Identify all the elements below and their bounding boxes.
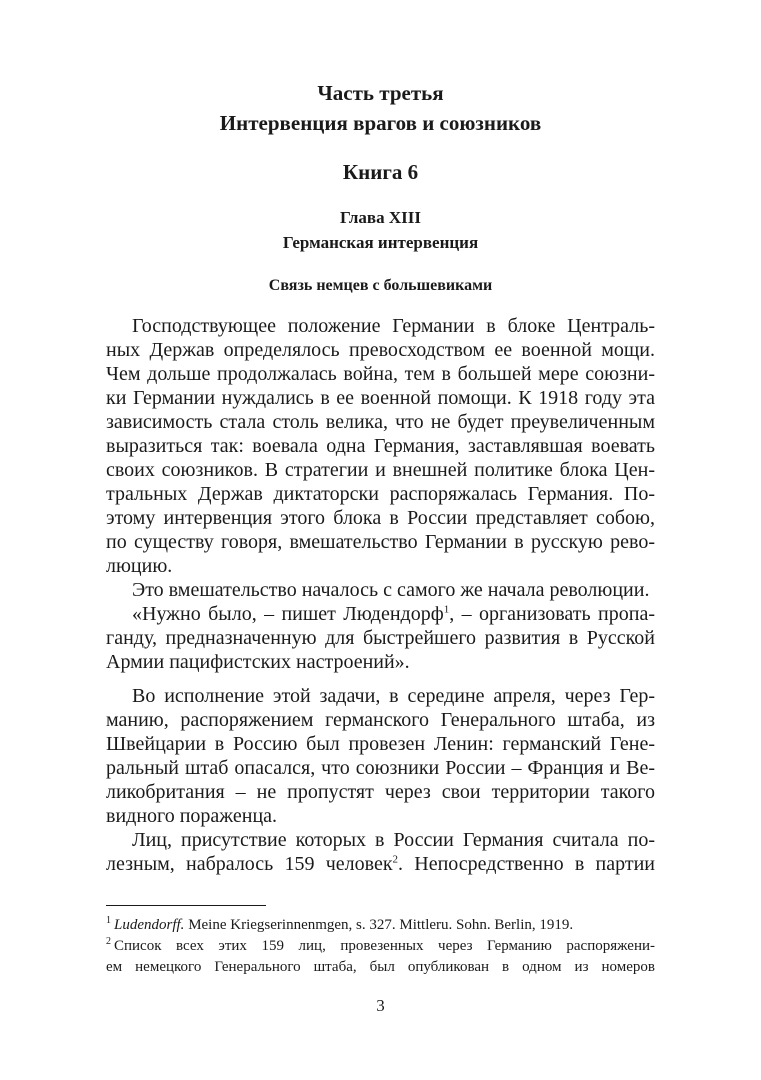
body-line: своих союзников. В стратегии и внешней политике блока Цен- — [106, 459, 655, 481]
body-line: Лиц, присутствие которых в России Германия считала по- — [132, 829, 655, 851]
body-line: Швейцарии в Россию был провезен Ленин: германский Гене- — [106, 733, 655, 755]
body-line: по существу говоря, вмешательство Германии в русскую рево- — [106, 531, 655, 553]
body-line: ликобритания – не пропустят через свои территории такого — [106, 781, 655, 803]
footnote-text: Список всех этих 159 лиц, провезенных через Германию распоряжени- — [114, 938, 655, 954]
body-line: Во исполнение этой задачи, в середине апреля, через Гер- — [132, 685, 655, 707]
body-line — [106, 852, 655, 876]
body-line: ки Германии нуждались в ее военной помощи. К 1918 году эта — [106, 387, 655, 409]
body-line: видного пораженца. — [106, 805, 278, 827]
footnote-text: Meine Kriegserinnenmgen, s. 327. Mittleru. Sohn. Berlin, 1919. — [184, 917, 574, 933]
body-line: Господствующее положение Германии в блоке Централь- — [132, 315, 655, 337]
section-title: Связь немцев с большевиками — [268, 277, 493, 294]
body-line: Это вмешательство началось с самого же начала революции. — [132, 579, 650, 601]
footnote-author: Ludendorff. — [114, 917, 185, 933]
body-line: зависимость стала столь велика, что не будет преувеличенным — [106, 411, 655, 433]
body-line: манию, распоряжением германского Генерального штаба, из — [106, 709, 655, 731]
body-text: . Непосредственно в партии — [398, 853, 655, 875]
footnote-number: 2 — [106, 936, 111, 947]
body-line: ганду, предназначенную для быстрейшего развития в Русской — [106, 627, 655, 649]
body-line: ных Держав определялось превосходством ее военной мощи. — [106, 339, 655, 361]
body-line: выразиться так: воевала одна Германия, заставлявшая воевать — [106, 435, 655, 457]
footnote-number: 1 — [106, 915, 111, 926]
body-text: , – организовать пропа- — [449, 603, 655, 625]
footnote-2 — [106, 936, 655, 956]
body-line: ральный штаб опасался, что союзники России – Франция и Ве- — [106, 757, 655, 779]
page-number: 3 — [376, 996, 385, 1015]
body-text: «Нужно было, – пишет Людендорф — [132, 603, 444, 625]
part-heading: Часть третья — [317, 81, 444, 105]
body-line: Армии пацифистских настроений». — [106, 651, 410, 673]
part-title: Интервенция врагов и союзников — [219, 111, 542, 135]
footnote-1 — [106, 915, 655, 935]
body-line: этому интервенция этого блока в России представляет собою, — [106, 507, 655, 529]
body-text: лезным, набралось 159 человек — [106, 853, 393, 875]
chapter-title: Германская интервенция — [282, 233, 479, 252]
body-line: тральных Держав диктаторски распоряжалась Германия. По- — [106, 483, 655, 505]
body-line — [132, 602, 655, 626]
footnote-2-line: ем немецкого Генерального штаба, был опубликован в одном из номеров — [106, 959, 655, 975]
footnote-ref[interactable]: 1 — [443, 603, 450, 616]
body-line: Чем дольше продолжалась война, тем в большей мере союзни- — [106, 363, 655, 385]
footnote-ref[interactable]: 2 — [392, 853, 399, 866]
book-heading: Книга 6 — [342, 160, 419, 184]
chapter-heading: Глава XIII — [340, 208, 421, 227]
footnote-divider — [106, 905, 266, 906]
body-line: люцию. — [106, 555, 173, 577]
